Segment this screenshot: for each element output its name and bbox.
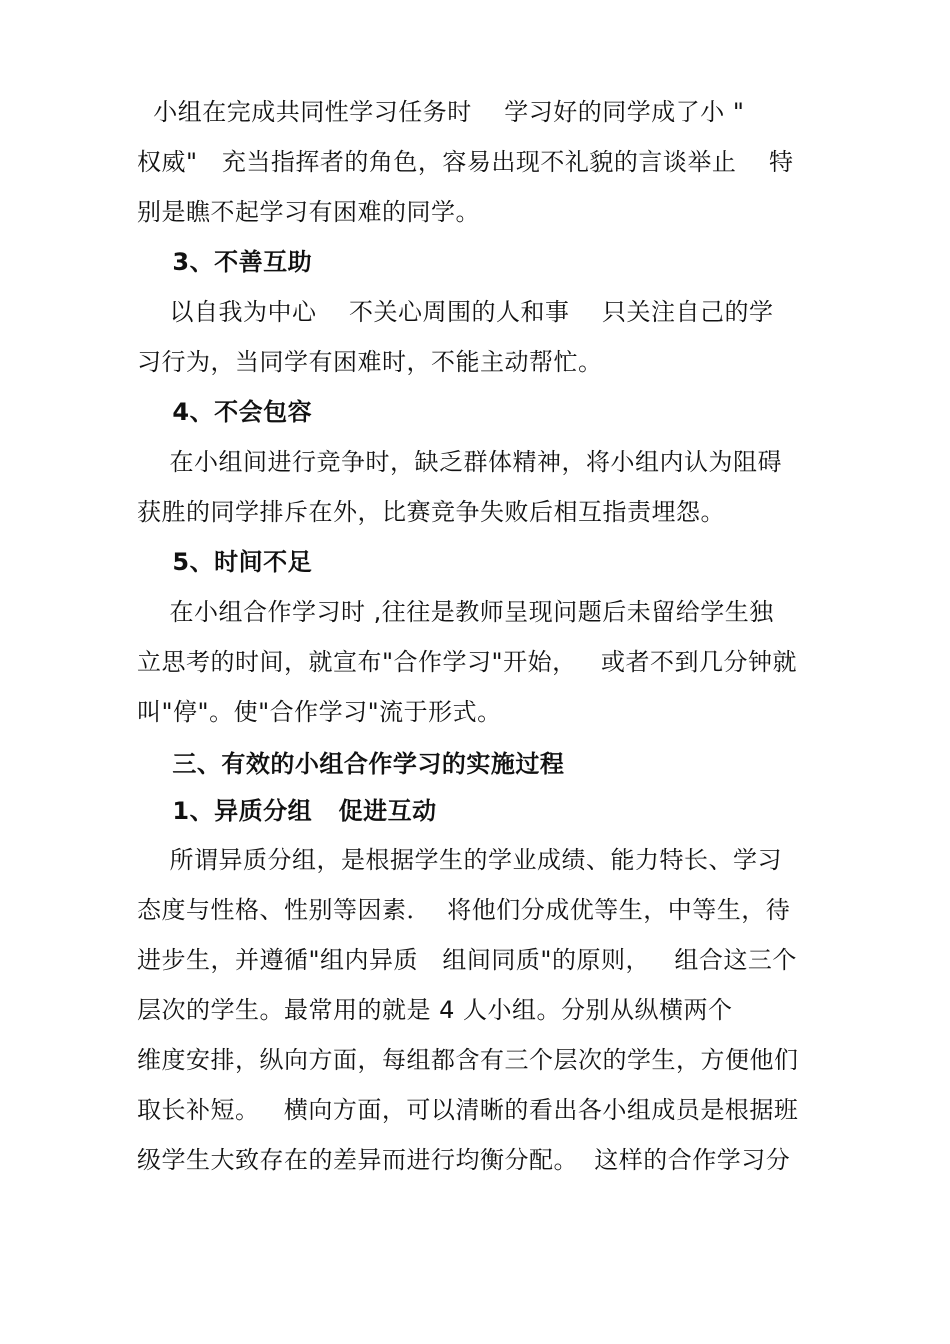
section-heading: 3、不善互助 xyxy=(137,248,313,276)
paragraph-line: 所谓异质分组，是根据学生的学业成绩、能力特长、学习 xyxy=(137,846,783,874)
paragraph-line: 权威" 充当指挥者的角色，容易出现不礼貌的言谈举止 特 xyxy=(137,148,794,176)
paragraph-line: 进步生，并遵循"组内异质 组间同质"的原则， 组合这三个 xyxy=(137,946,797,974)
section-heading: 5、时间不足 xyxy=(137,548,313,576)
paragraph-line: 层次的学生。最常用的就是 4 人小组。分别从纵横两个 xyxy=(137,996,733,1024)
paragraph-line: 叫"停"。使"合作学习"流于形式。 xyxy=(137,698,502,726)
paragraph-line: 别是瞧不起学习有困难的同学。 xyxy=(137,198,480,226)
paragraph-line: 小组在完成共同性学习任务时 学习好的同学成了小 " xyxy=(137,98,745,126)
paragraph-line: 在小组合作学习时 ,往往是教师呈现问题后未留给学生独 xyxy=(137,598,774,626)
paragraph-line: 维度安排，纵向方面，每组都含有三个层次的学生，方便他们 xyxy=(137,1046,799,1074)
section-heading: 1、异质分组 促进互动 xyxy=(137,797,437,825)
paragraph-line: 获胜的同学排斥在外，比赛竞争失败后相互指责埋怨。 xyxy=(137,498,725,526)
paragraph-line: 级学生大致存在的差异而进行均衡分配。 这样的合作学习分 xyxy=(137,1146,791,1174)
paragraph-line: 以自我为中心 不关心周围的人和事 只关注自己的学 xyxy=(137,298,774,326)
section-heading: 4、不会包容 xyxy=(137,398,313,426)
paragraph-line: 取长补短。 横向方面，可以清晰的看出各小组成员是根据班 xyxy=(137,1096,799,1124)
paragraph-line: 立思考的时间，就宣布"合作学习"开始， 或者不到几分钟就 xyxy=(137,648,797,676)
paragraph-line: 习行为，当同学有困难时，不能主动帮忙。 xyxy=(137,348,603,376)
section-heading: 三、有效的小组合作学习的实施过程 xyxy=(137,750,565,778)
paragraph-line: 态度与性格、性别等因素． 将他们分成优等生，中等生，待 xyxy=(137,896,791,924)
paragraph-line: 在小组间进行竞争时，缺乏群体精神，将小组内认为阻碍 xyxy=(137,448,783,476)
